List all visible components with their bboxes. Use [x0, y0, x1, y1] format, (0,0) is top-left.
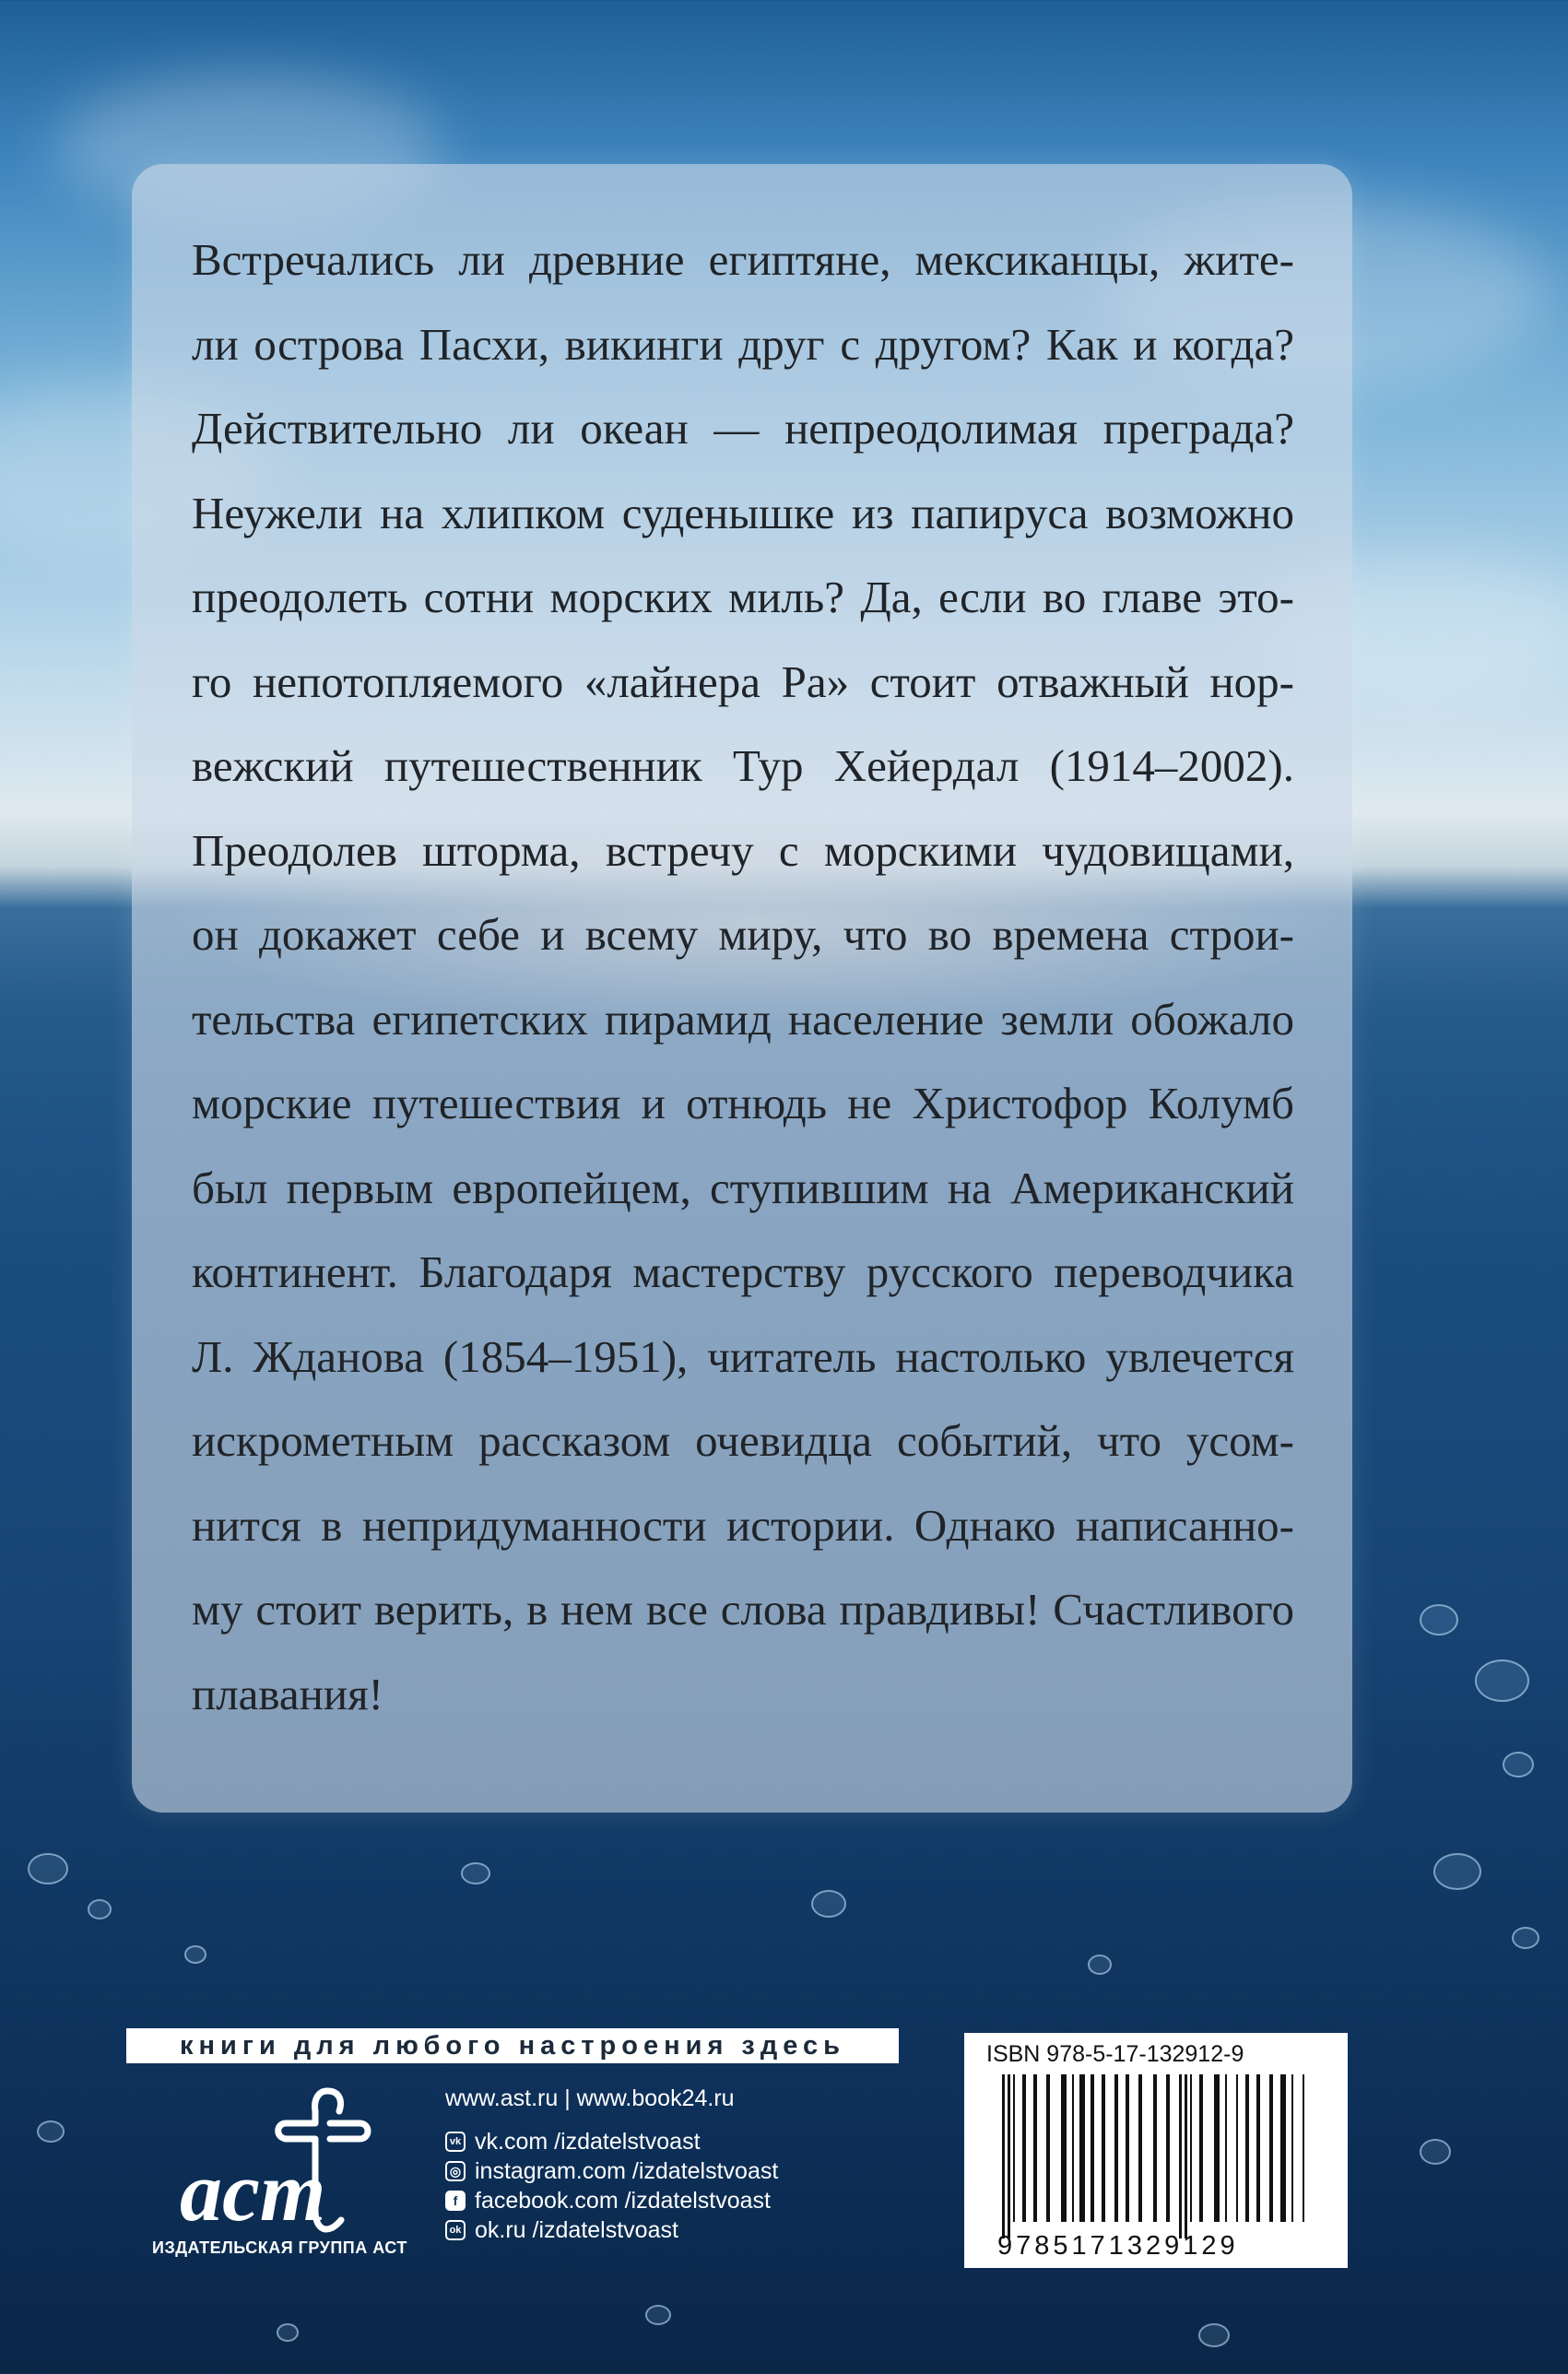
barcode-bar	[1033, 2074, 1037, 2222]
barcode-number: 9785171329129	[997, 2231, 1239, 2261]
barcode-bar	[1214, 2074, 1220, 2222]
barcode-bar	[1061, 2074, 1067, 2222]
barcode-bar	[1256, 2074, 1260, 2222]
book-description	[192, 218, 1294, 1736]
barcode-bar	[1046, 2074, 1050, 2222]
barcode-bar	[1190, 2074, 1192, 2222]
website-links[interactable]: www.ast.ru | www.book24.ru	[445, 2085, 735, 2111]
barcode-bar	[1199, 2074, 1203, 2222]
facebook-icon: f	[445, 2191, 466, 2211]
description-line: му стоит верить, в нем все слова правдивы! Счастливого	[192, 1584, 1294, 1635]
description-line: он докажет себе и всему миру, что во времена строи-	[192, 909, 1294, 960]
barcode-bar	[1291, 2074, 1293, 2222]
description-line: Л. Жданова (1854–1951), читатель настолько увлечется	[192, 1330, 1294, 1382]
barcode-bar	[1126, 2074, 1129, 2222]
barcode-bar	[1166, 2074, 1170, 2222]
barcode-bar	[1079, 2074, 1085, 2222]
description-line: Встречались ли древние египтяне, мексиканцы, жите-	[192, 234, 1294, 285]
barcode-bar	[1138, 2074, 1142, 2222]
instagram-icon: ◎	[445, 2161, 466, 2181]
barcode-bar	[1179, 2074, 1182, 2238]
barcode-bar	[1102, 2074, 1105, 2222]
barcode-bar	[1269, 2074, 1273, 2222]
social-link-instagram[interactable]	[445, 2156, 778, 2186]
description-line: тельства египетских пирамид население земли обожало	[192, 993, 1294, 1045]
description-line: преодолеть сотни морских миль? Да, если во главе это-	[192, 572, 1294, 622]
barcode-bar	[1002, 2074, 1005, 2238]
social-link-vk[interactable]	[445, 2127, 778, 2156]
tagline: книги для любого настроения здесь	[126, 2028, 899, 2063]
publisher-caption: ИЗДАТЕЛЬСКАЯ ГРУППА АСТ	[152, 2238, 407, 2257]
ast-logo-text: аст	[180, 2144, 326, 2238]
description-line: нится в непридуманности истории. Однако написанно-	[192, 1499, 1294, 1551]
barcode-bar	[1091, 2074, 1094, 2222]
isbn-label: ISBN 978-5-17-132912-9	[986, 2041, 1244, 2067]
barcode	[1000, 2074, 1309, 2238]
barcode-bar	[1153, 2074, 1157, 2222]
social-link-text: vk.com /izdatelstvoast	[475, 2129, 701, 2155]
description-line: плавания!	[192, 1668, 383, 1719]
description-line: был первым европейцем, ступившим на Американский	[192, 1162, 1294, 1213]
publisher-links	[445, 2085, 778, 2245]
social-link-text: facebook.com /izdatelstvoast	[475, 2188, 771, 2214]
vk-icon: vk	[445, 2132, 466, 2152]
social-link-text: ok.ru /izdatelstvoast	[475, 2217, 678, 2243]
social-link-text: instagram.com /izdatelstvoast	[475, 2158, 779, 2184]
social-link-ok[interactable]	[445, 2215, 778, 2245]
description-line: континент. Благодаря мастерству русского переводчика	[192, 1246, 1294, 1297]
social-link-facebook[interactable]	[445, 2186, 778, 2215]
description-line: искрометным рассказом очевидца событий, что усом-	[192, 1415, 1294, 1466]
description-line: морские путешествия и отнюдь не Христофор Колумб	[192, 1078, 1294, 1128]
barcode-bar	[1303, 2074, 1304, 2222]
ok-icon: ok	[445, 2220, 466, 2240]
barcode-bar	[1245, 2074, 1249, 2222]
barcode-bar	[1072, 2074, 1074, 2222]
barcode-bar	[1013, 2074, 1015, 2222]
description-line: ли острова Пасхи, викинги друг с другом? Как и когда?	[192, 318, 1294, 370]
description-line: Преодолев шторма, встречу с морскими чудовищами,	[192, 824, 1294, 876]
barcode-bar	[1236, 2074, 1238, 2222]
barcode-bar	[1008, 2074, 1010, 2238]
barcode-bar	[1185, 2074, 1187, 2238]
description-line: Действительно ли океан — непреодолимая преграда?	[192, 403, 1294, 454]
barcode-bar	[1114, 2074, 1118, 2222]
description-line: го непотопляемого «лайнера Ра» стоит отважный нор-	[192, 656, 1294, 707]
description-line: Неужели на хлипком суденышке из папируса возможно	[192, 487, 1294, 538]
barcode-bar	[1022, 2074, 1026, 2222]
description-line: вежский путешественник Тур Хейердал (1914–2002).	[192, 740, 1294, 791]
barcode-bar	[1225, 2074, 1227, 2222]
barcode-bar	[1280, 2074, 1286, 2222]
